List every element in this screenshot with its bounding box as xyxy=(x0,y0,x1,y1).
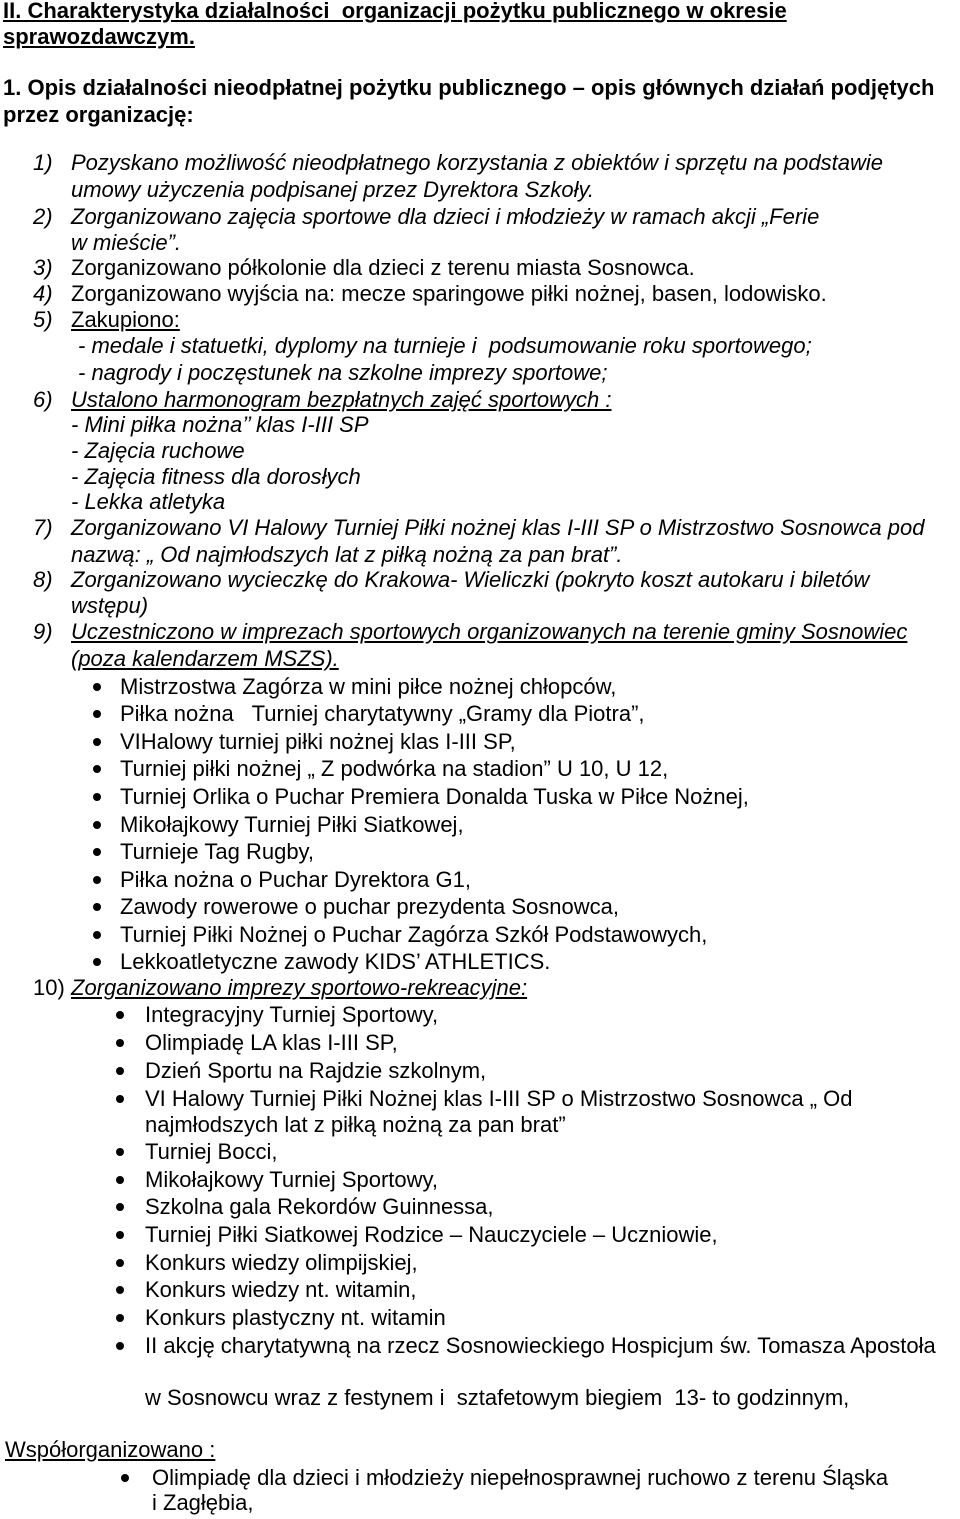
list-item-number: 6) xyxy=(33,387,53,412)
list-item-number: 5) xyxy=(33,307,53,332)
bullet-item xyxy=(0,949,960,975)
bullet-text: Mikołajkowy Turniej Piłki Siatkowej, xyxy=(120,812,464,837)
bullet-icon xyxy=(93,821,101,829)
bullet-item xyxy=(0,1333,960,1359)
bullet-text: Turniej Piłki Nożnej o Puchar Zagórza Szkół Podstawowych, xyxy=(120,922,708,947)
bullet-item xyxy=(0,1250,960,1276)
bullet-icon xyxy=(93,876,101,884)
list-item-number: 2) xyxy=(33,204,53,229)
bullet-text: Zawody rowerowe o puchar prezydenta Sosnowca, xyxy=(120,894,619,919)
list-item-text: Uczestniczono w imprezach sportowych organizowanych na terenie gminy Sosnowiec xyxy=(71,619,908,644)
list-item-text: Ustalono harmonogram bezpłatnych zajęć sportowych : xyxy=(71,387,612,412)
bullet-icon xyxy=(93,903,101,911)
bullet-item xyxy=(0,1277,960,1303)
list-item-number: 4) xyxy=(33,281,53,306)
bullet-text: Konkurs wiedzy nt. witamin, xyxy=(145,1277,417,1302)
bullet-item xyxy=(0,812,960,838)
bullet-text: Turniej Orlika o Puchar Premiera Donalda Tuska w Piłce Nożnej, xyxy=(120,784,749,809)
co-organized-label: Współorganizowano : xyxy=(5,1437,216,1462)
list-item-text: (poza kalendarzem MSZS). xyxy=(71,646,339,671)
list-item-text: Zorganizowano wyjścia na: mecze sparingowe piłki nożnej, basen, lodowisko. xyxy=(71,281,827,306)
section-title: II. Charakterystyka działalności organizacji pożytku publicznego w okresie xyxy=(3,0,787,23)
bullet-text: Dzień Sportu na Rajdzie szkolnym, xyxy=(145,1058,487,1083)
sub-item: - medale i statuetki, dyplomy na turnieje i podsumowanie roku sportowego; xyxy=(78,333,812,358)
bullet-text: Integracyjny Turniej Sportowy, xyxy=(145,1002,439,1027)
bullet-item xyxy=(0,1167,960,1193)
bullet-icon xyxy=(93,683,101,691)
subsection-title: przez organizację: xyxy=(3,102,194,127)
bullet-text: Piłka nożna Turniej charytatywny „Gramy dla Piotra”, xyxy=(120,701,645,726)
list-item-number: 9) xyxy=(33,619,53,644)
bullet-item xyxy=(0,867,960,893)
bullet-icon xyxy=(93,848,101,856)
bullet-icon xyxy=(116,1342,124,1350)
sub-item: - Zajęcia fitness dla dorosłych xyxy=(71,464,361,489)
bullet-text: VI Halowy Turniej Piłki Nożnej klas I-III SP o Mistrzostwo Sosnowca „ Od xyxy=(145,1086,853,1111)
bullet-icon xyxy=(116,1176,124,1184)
bullet-icon xyxy=(116,1011,124,1019)
list-item-text: Zakupiono: xyxy=(71,307,180,332)
bullet-text: Konkurs wiedzy olimpijskiej, xyxy=(145,1250,418,1275)
bullet-text: Turniej Bocci, xyxy=(145,1139,278,1164)
bullet-icon xyxy=(93,738,101,746)
bullet-item xyxy=(0,674,960,700)
list-item-text: Zorganizowano zajęcia sportowe dla dzieci i młodzieży w ramach akcji „Ferie xyxy=(71,204,820,229)
bullet-icon xyxy=(116,1067,124,1075)
bullet-item xyxy=(0,1139,960,1165)
subsection-title: 1. Opis działalności nieodpłatnej pożytku publicznego – opis głównych działań podjętych xyxy=(3,75,935,100)
list-item-text: Zorganizowano imprezy sportowo-rekreacyjne: xyxy=(71,975,528,1000)
list-item-text: wstępu) xyxy=(71,593,149,618)
bullet-icon xyxy=(116,1203,124,1211)
bullet-text: Piłka nożna o Puchar Dyrektora G1, xyxy=(120,867,471,892)
bullet-item xyxy=(0,839,960,865)
bullet-item xyxy=(0,1222,960,1248)
bullet-icon xyxy=(116,1286,124,1294)
list-item-text: nazwą: „ Od najmłodszych lat z piłką nożną za pan brat”. xyxy=(71,542,623,567)
bullet-text: Mikołajkowy Turniej Sportowy, xyxy=(145,1167,439,1192)
bullet-icon xyxy=(116,1259,124,1267)
sub-item: - Mini piłka nożna’’ klas I-III SP xyxy=(71,412,369,437)
bullet-item xyxy=(0,1030,960,1056)
bullet-text: Turniej piłki nożnej „ Z podwórka na stadion” U 10, U 12, xyxy=(120,756,669,781)
bullet-item xyxy=(0,729,960,755)
list-item-number: 10) xyxy=(33,975,65,1000)
bullet-text: Mistrzostwa Zagórza w mini piłce nożnej chłopców, xyxy=(120,674,617,699)
list-item-text: Zorganizowano VI Halowy Turniej Piłki nożnej klas I-III SP o Mistrzostwo Sosnowca pod xyxy=(71,515,925,540)
bullet-text-continuation: w Sosnowcu wraz z festynem i sztafetowym biegiem 13- to godzinnym, xyxy=(145,1385,850,1410)
bullet-item xyxy=(0,1058,960,1084)
list-item-number: 8) xyxy=(33,567,53,592)
bullet-text: II akcję charytatywną na rzecz Sosnowieckiego Hospicjum św. Tomasza Apostoła xyxy=(145,1333,936,1358)
bullet-text: Olimpiadę LA klas I-III SP, xyxy=(145,1030,398,1055)
bullet-icon xyxy=(116,1314,124,1322)
bullet-text-continuation: najmłodszych lat z piłką nożną za pan brat” xyxy=(145,1112,566,1137)
bullet-icon xyxy=(93,793,101,801)
bullet-icon xyxy=(93,710,101,718)
bullet-icon xyxy=(93,765,101,773)
list-item-text: w mieście”. xyxy=(71,230,182,255)
bullet-text: Szkolna gala Rekordów Guinnessa, xyxy=(145,1194,494,1219)
bullet-text: Olimpiadę dla dzieci i młodzieży niepełnosprawnej ruchowo z terenu Śląska xyxy=(152,1465,889,1490)
sub-item: - nagrody i poczęstunek na szkolne imprezy sportowe; xyxy=(78,360,608,385)
bullet-item xyxy=(0,1465,960,1491)
bullet-item xyxy=(0,894,960,920)
list-item-number: 3) xyxy=(33,255,53,280)
section-title: sprawozdawczym. xyxy=(3,24,195,49)
bullet-text: Konkurs plastyczny nt. witamin xyxy=(145,1305,446,1330)
bullet-text: Lekkoatletyczne zawody KIDS’ ATHLETICS. xyxy=(120,949,551,974)
list-item-number: 1) xyxy=(33,150,53,175)
list-item-number: 7) xyxy=(33,515,53,540)
bullet-item xyxy=(0,756,960,782)
list-item-text: Zorganizowano półkolonie dla dzieci z terenu miasta Sosnowca. xyxy=(71,255,695,280)
bullet-icon xyxy=(116,1231,124,1239)
sub-item: - Lekka atletyka xyxy=(71,489,226,514)
bullet-icon xyxy=(121,1474,129,1482)
bullet-item xyxy=(0,784,960,810)
bullet-icon xyxy=(116,1148,124,1156)
bullet-item xyxy=(0,1086,960,1112)
bullet-item xyxy=(0,701,960,727)
bullet-item xyxy=(0,1002,960,1028)
bullet-text-continuation: i Zagłębia, xyxy=(152,1490,254,1515)
bullet-item xyxy=(0,1305,960,1331)
bullet-icon xyxy=(93,958,101,966)
list-item-text: Pozyskano możliwość nieodpłatnego korzystania z obiektów i sprzętu na podstawie xyxy=(71,150,883,175)
bullet-text: Turnieje Tag Rugby, xyxy=(120,839,315,864)
sub-item: - Zajęcia ruchowe xyxy=(71,438,245,463)
bullet-text: VIHalowy turniej piłki nożnej klas I-III SP, xyxy=(120,729,516,754)
list-item-text: Zorganizowano wycieczkę do Krakowa- Wieliczki (pokryto koszt autokaru i biletów xyxy=(71,567,870,592)
bullet-text: Turniej Piłki Siatkowej Rodzice – Nauczyciele – Uczniowie, xyxy=(145,1222,718,1247)
bullet-icon xyxy=(116,1095,124,1103)
bullet-item xyxy=(0,922,960,948)
bullet-icon xyxy=(93,931,101,939)
list-item-text: umowy użyczenia podpisanej przez Dyrektora Szkoły. xyxy=(71,177,594,202)
bullet-item xyxy=(0,1194,960,1220)
bullet-icon xyxy=(116,1039,124,1047)
